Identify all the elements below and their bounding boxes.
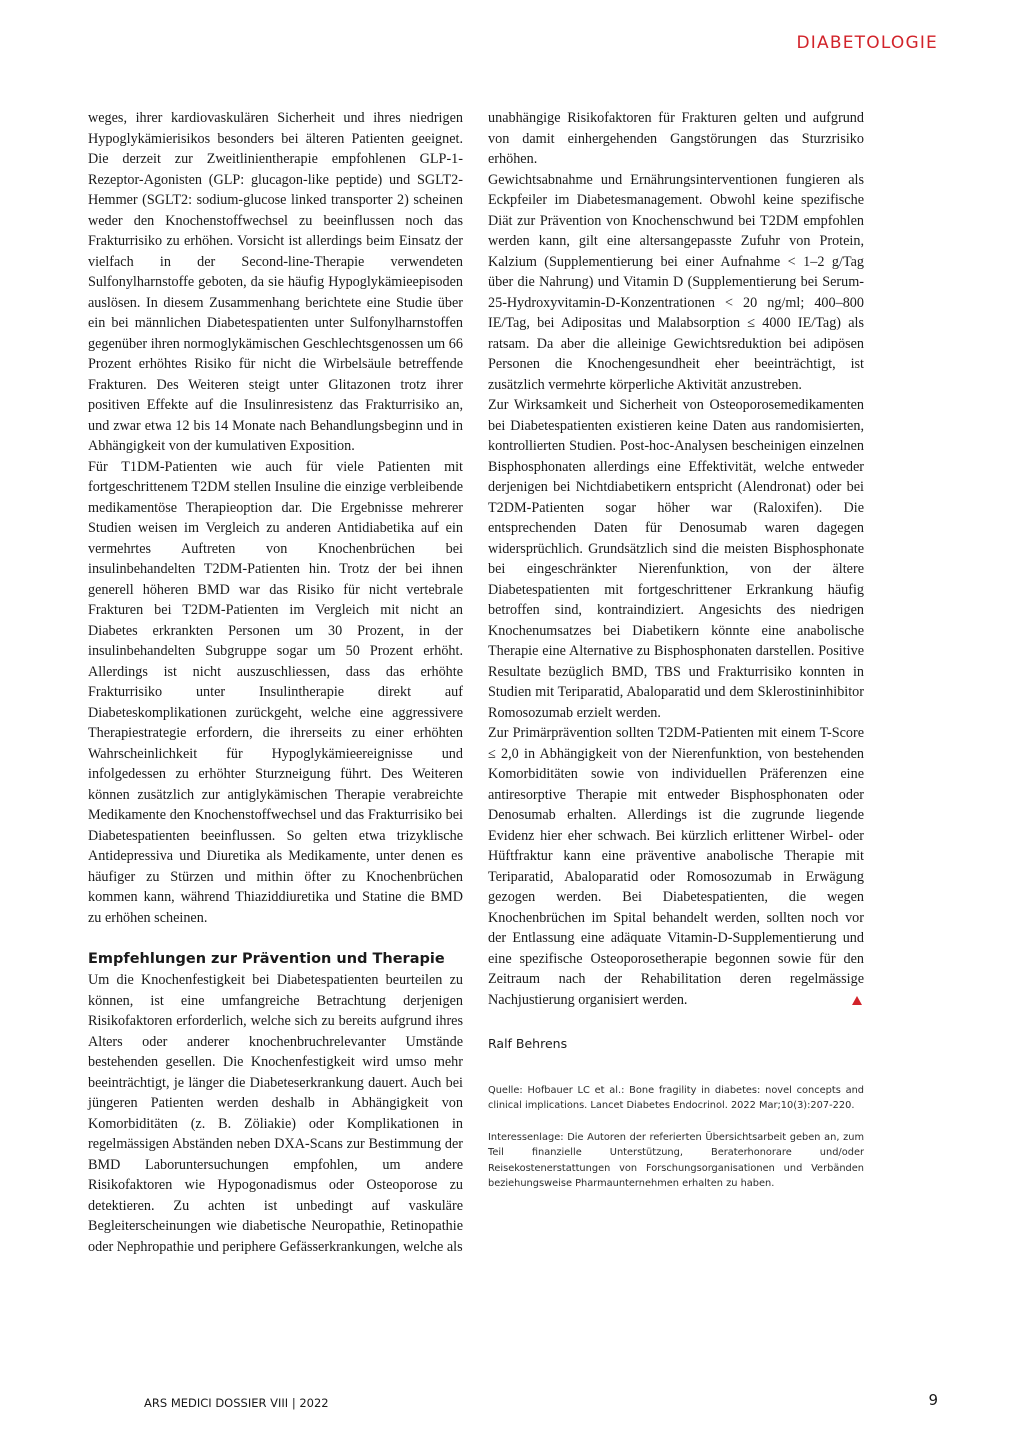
- body-paragraph: weges, ihrer kardiovaskulären Sicherheit und ihres niedrigen Hypoglykämierisikos besonders bei älteren Patienten geeignet. Die derzeit zur Zweitlinientherapie empfohlenen GLP-1-Rezeptor-Agonisten (GLP: glucagon-like peptide) und SGLT2-Hemmer (SGLT2: sodium-glucose linked transporter 2) scheinen weder den Knochenstoffwechsel zu beeinflussen noch das Frakturrisiko zu erhöhen. Vorsicht ist allerdings beim Einsatz der vielfach in der Second-line-Therapie verwendeten Sulfonylharnstoffe geboten, da sie häufig Hypoglykämieepisoden auslösen. In diesem Zusammenhang berichtete eine Studie über ein bei männlichen Diabetespatienten unter Sulfonylharnstoffen gegenüber ihren normoglykämischen Geschlechtsgenossen um 66 Prozent erhöhtes Risiko für nicht die Wirbelsäule betreffende Frakturen. Des Weiteren steigt unter Glitazonen trotz ihrer positiven Effekte auf die Insulinresistenz das Frakturrisiko an, und zwar etwa 12 bis 14 Monate nach Behandlungsbeginn und in Abhängigkeit von der kumulativen Exposition.: [88, 110, 463, 454]
- section-heading: Empfehlungen zur Prävention und Therapie: [88, 951, 445, 967]
- interest-note: Interessenlage: Die Autoren der referierten Übersichtsarbeit geben an, zum Teil finanzielle Unterstützung, Beraterhonorare und/oder Reisekostenerstattungen von Forschungsorganisationen und Verbänden beziehungsweise Pharmaunternehmen erhalten zu haben.: [488, 1131, 864, 1189]
- body-paragraph: Für T1DM-Patienten wie auch für viele Patienten mit fortgeschrittenem T2DM stellen Insuline die einzige verbleibende medikamentöse Therapieoption dar. Die Ergebnisse mehrerer Studien weisen im Vergleich zu anderen Antidiabetika auf ein vermehrtes Auftreten von Knochenbrüchen bei insulinbehandelten T2DM-Patienten hin. Trotz der bei ihnen generell höheren BMD war das Risiko für nicht vertebrale Frakturen bei T2DM-Patienten im Vergleich mit nicht an Diabetes erkrankten Personen um 30 Prozent, in der insulinbehandelten Subgruppe sogar um 50 Prozent erhöht. Allerdings ist nicht auszuschliessen, dass das erhöhte Frakturrisiko unter Insulintherapie direkt auf Diabeteskomplikationen zurückgeht, welche eine aggressivere Therapiestrategie erfordern, die ihrerseits zu einer erhöhten Wahrscheinlichkeit für Hypoglykämieereignisse und infolgedessen zu erhöhter Sturzneigung führt. Des Weiteren können zusätzlich zur antiglykämischen Therapie verabreichte Medikamente den Knochenstoffwechsel und das Frakturrisiko bei Diabetespatienten beeinflussen. So gelten etwa trizyklische Antidepressiva und Diuretika als Medikamente, unter denen es häufiger zu Stürzen und mithin öfter zu Knochenbrüchen kommen kann, während Thiaziddiuretika und Statine die BMD zu erhöhen scheinen.: [88, 458, 463, 926]
- footer-publication: ARS MEDICI DOSSIER VIII | 2022: [144, 1396, 329, 1410]
- body-paragraph: Gewichtsabnahme und Ernährungsinterventionen fungieren als Eckpfeiler im Diabetesmanagement. Obwohl keine spezifische Diät zur Prävention von Knochenschwund bei T2DM empfohlen werden kann, gilt eine altersangepasste Zufuhr von Protein, Kalzium (Supplementierung bei einer Aufnahme < 1–2 g/Tag über die Nahrung) und Vitamin D (Supplementierung bei Serum-25-Hydroxyvitamin-D-Konzentrationen < 20 ng/ml; 400–800 IE/Tag, bei Adipositas und Malabsorption ≤ 4000 IE/Tag) als ratsam. Da aber die alleinige Gewichtsreduktion bei adipösen Personen die Knochengesundheit eher beeinträchtigt, ist zusätzlich vermehrte körperliche Aktivität anzustreben.: [488, 171, 864, 393]
- page-number: 9: [928, 1391, 938, 1409]
- body-paragraph: unabhängige Risikofaktoren für Frakturen gelten und aufgrund von damit einhergehenden Gangstörungen das Sturzrisiko erhöhen.: [488, 110, 864, 167]
- body-paragraph: Um die Knochenfestigkeit bei Diabetespatienten beurteilen zu können, ist eine umfangreiche Betrachtung derjenigen Risikofaktoren erforderlich, welche sich zu bereits aufgrund ihres Alters oder anderer knochenbruchrelevanter Umstände bestehenden gesellen. Die Knochenfestigkeit wird umso mehr beeinträchtigt, je länger die Diabeteserkrankung dauert. Auch bei jüngeren Patienten werden deshalb in Abhängigkeit von Komorbiditäten (z. B. Zöliakie) oder Komplikationen in regelmässigen Abständen neben DXA-Scans zur Bestimmung der BMD Laboruntersuchungen empfohlen, um andere Risikofaktoren wie Hypogonadismus oder Osteoporose zu detektieren. Zu achten ist unbedingt auf vaskuläre Begleiterscheinungen wie diabetische Neuropathie, Retinopathie oder Nephropathie und periphere Gefässerkrankungen, welche als: [88, 972, 463, 1255]
- section-tag: DIABETOLOGIE: [796, 33, 938, 53]
- body-paragraph-text: Zur Primärprävention sollten T2DM-Patienten mit einem T-Score ≤ 2,0 in Abhängigkeit von der Nierenfunktion, von bestehenden Komorbiditäten sowie von individuellen Präferenzen eine antiresorptive Therapie mit entweder Bisphosphonaten oder Denosumab erhalten. Allerdings ist die zugrunde liegende Evidenz hier eher schwach. Bei kürzlich erlittener Wirbel- oder Hüftfraktur kann eine präventive anabolische Therapie mit Teriparatid, Abaloparatid oder Romosozumab in Erwägung gezogen werden. Bei Diabetespatienten, die wegen Knochenbrüchen im Spital behandelt werden, sollten noch vor der Entlassung eine adäquate Vitamin-D-Supplementierung und eine spezifische Osteoporosetherapie begonnen sowie für den Zeitraum nach der Rehabilitation deren regelmässige Nachjustierung organisiert werden.: [488, 725, 864, 1008]
- source-note: Quelle: Hofbauer LC et al.: Bone fragility in diabetes: novel concepts and clinical implications. Lancet Diabetes Endocrinol. 2022 Mar;10(3):207-220.: [488, 1084, 864, 1111]
- right-column: [488, 108, 864, 1192]
- body-paragraph: Zur Wirksamkeit und Sicherheit von Osteoporosemedikamenten bei Diabetespatienten existieren keine Daten aus randomisierten, kontrollierten Studien. Post-hoc-Analysen bescheinigen einzelnen Bisphosphonaten allerdings eine Effektivität, welche entweder derjenigen bei Nichtdiabetikern entspricht (Alendronat) oder bei T2DM-Patienten sogar höher war (Raloxifen). Die entsprechenden Daten für Denosumab waren dagegen widersprüchlich. Grundsätzlich sind die meisten Bisphosphonate bei eingeschränkter Nierenfunktion, von der ältere Diabetespatienten mit fortgeschrittener Erkrankung häufig betroffen sind, kontraindiziert. Angesichts des niedrigen Knochenumsatzes bei Diabetikern könnte eine anabolische Therapie eine Alternative zu Bisphosphonaten darstellen. Positive Resultate bezüglich BMD, TBS und Frakturrisiko konnten in Studien mit Teriparatid, Abaloparatid und dem Sklerostininhibitor Romosozumab erzielt werden.: [488, 397, 864, 721]
- red-triangle-end-icon: [852, 996, 862, 1005]
- left-column: [88, 108, 463, 1257]
- body-paragraph-last: [488, 723, 864, 1010]
- author-name: Ralf Behrens: [488, 1036, 568, 1051]
